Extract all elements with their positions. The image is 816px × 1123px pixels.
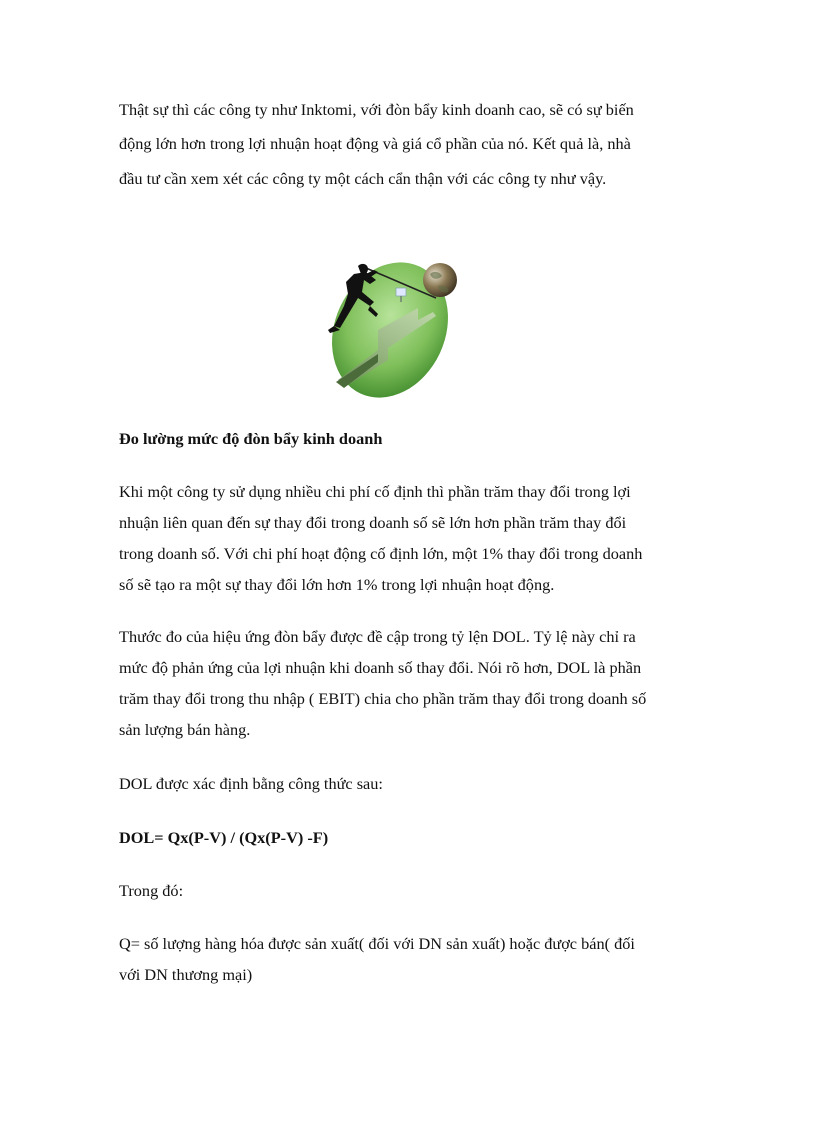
paragraph-3-line-4: sản lượng bán hàng.: [119, 720, 251, 739]
definition-q-line-1: Q= số lượng hàng hóa được sản xuất( đối với DN sản xuất) hoặc được bán( đối: [119, 934, 635, 953]
formula-intro: DOL được xác định bằng công thức sau:: [119, 774, 383, 793]
paragraph-3-line-3: trăm thay đổi trong thu nhập ( EBIT) chia cho phần trăm thay đổi trong doanh số: [119, 689, 647, 708]
man-pushing-globe-clipart-icon: [318, 250, 458, 400]
definition-q-line-2: với DN thương mại): [119, 965, 253, 984]
paragraph-3-line-2: mức độ phản ứng của lợi nhuận khi doanh số thay đổi. Nói rõ hơn, DOL là phần: [119, 658, 642, 677]
paragraph-1-line-3: đầu tư cần xem xét các công ty một cách cẩn thận với các công ty như vậy.: [119, 169, 607, 188]
paragraph-2-line-3: trong doanh số. Với chi phí hoạt động cố định lớn, một 1% thay đổi trong doanh: [119, 544, 643, 563]
where-label: Trong đó:: [119, 881, 184, 900]
paragraph-2-line-1: Khi một công ty sử dụng nhiều chi phí cố định thì phần trăm thay đổi trong lợi: [119, 482, 631, 501]
paragraph-2-line-2: nhuận liên quan đến sự thay đổi trong doanh số sẽ lớn hơn phần trăm thay đổi: [119, 513, 627, 532]
paragraph-1-line-1: Thật sự thì các công ty như Inktomi, với đòn bẩy kinh doanh cao, sẽ có sự biến: [119, 100, 634, 119]
section-heading: Đo lường mức độ đòn bẩy kinh doanh: [119, 429, 383, 448]
paragraph-1-line-2: động lớn hơn trong lợi nhuận hoạt động và giá cổ phần của nó. Kết quả là, nhà: [119, 134, 631, 153]
paragraph-3-line-1: Thước đo của hiệu ứng đòn bẩy được đề cập trong tỷ lện DOL. Tỷ lệ này chỉ ra: [119, 627, 636, 646]
paragraph-2-line-4: số sẽ tạo ra một sự thay đổi lớn hơn 1% trong lợi nhuận hoạt động.: [119, 575, 555, 594]
dol-formula: DOL= Qx(P-V) / (Qx(P-V) -F): [119, 828, 329, 847]
